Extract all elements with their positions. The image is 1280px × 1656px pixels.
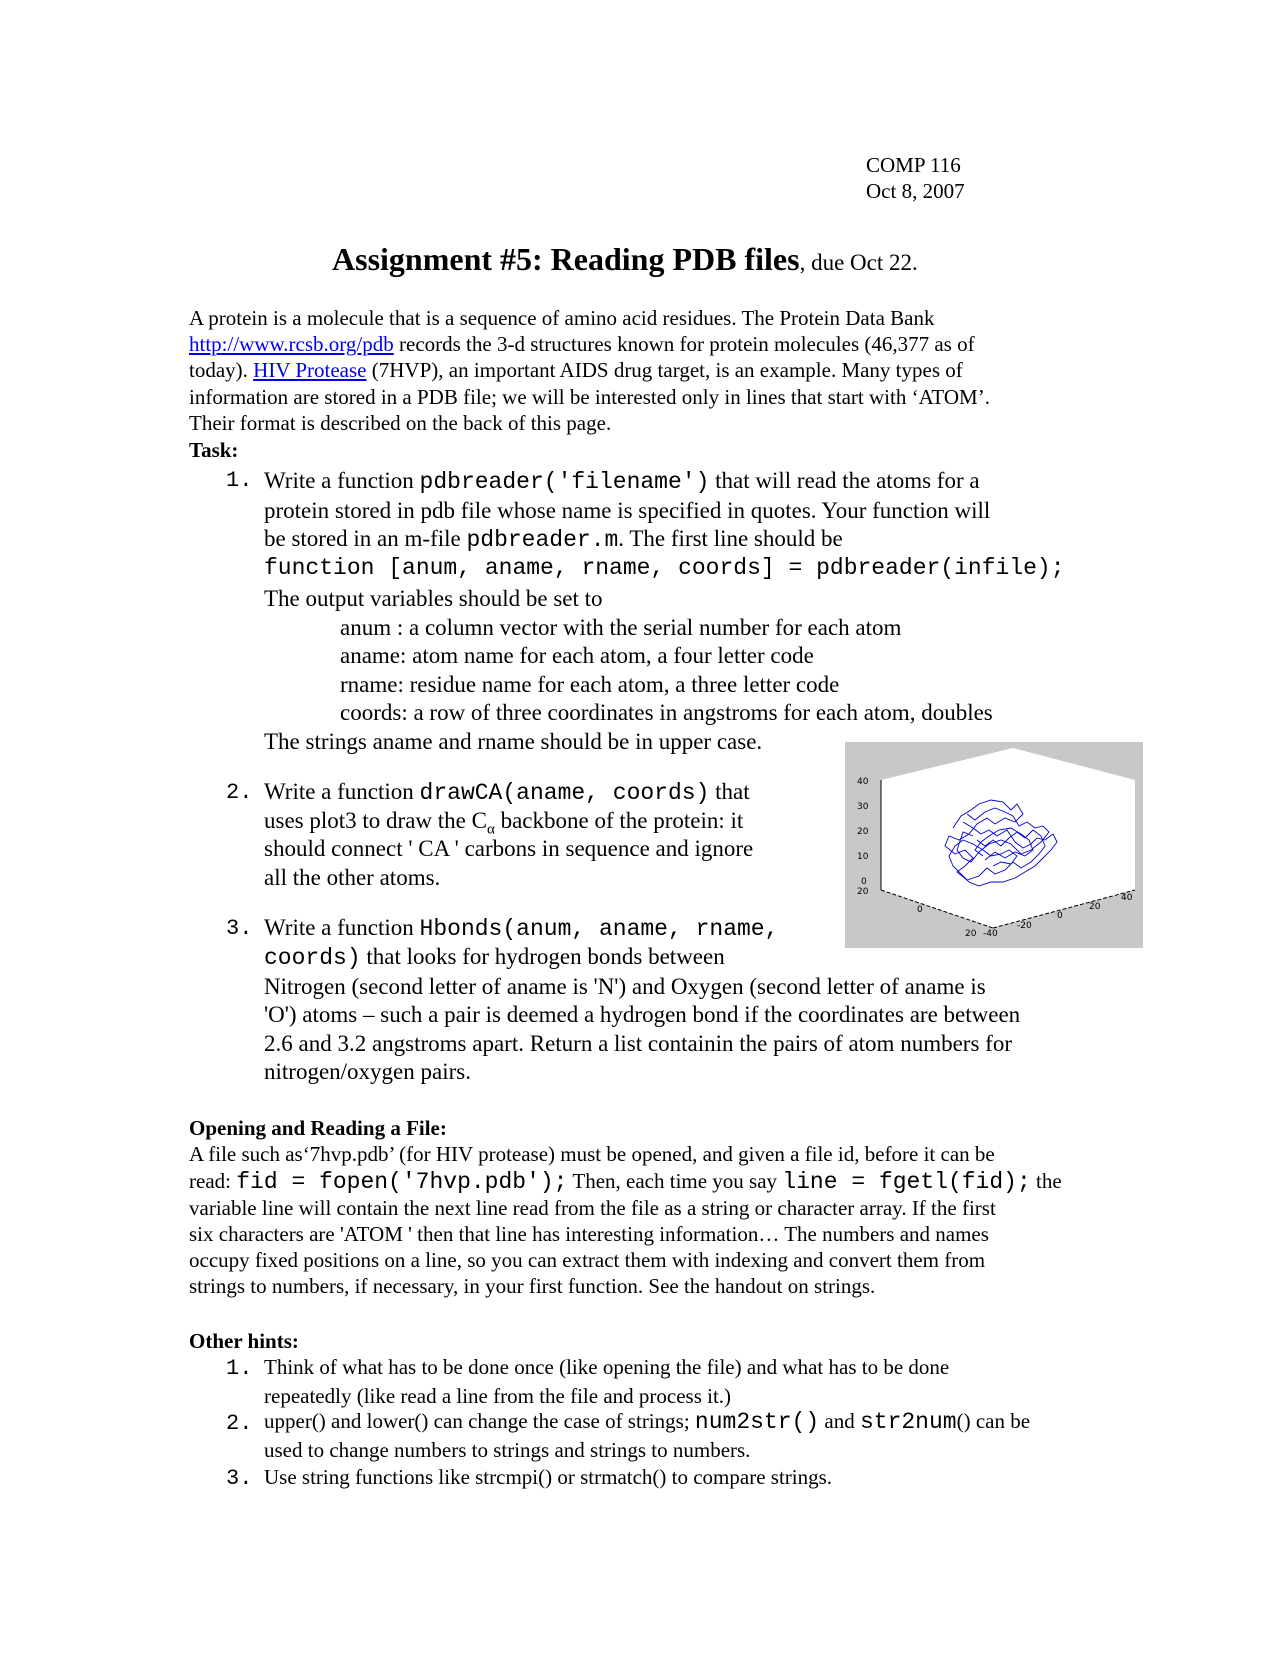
reading-line-2-a: read:: [189, 1169, 237, 1193]
intro-line-3-start: today).: [189, 358, 254, 382]
title-main: Assignment #5: Reading PDB files: [332, 241, 800, 277]
code-hbonds-coords: coords): [264, 945, 361, 971]
hint-3-line-1: Use string functions like strcmpi() or strmatch() to compare strings.: [264, 1465, 833, 1489]
output-anum: anum : a column vector with the serial number for each atom: [340, 615, 902, 640]
x-tick-20b: 20: [965, 929, 977, 939]
output-rname: rname: residue name for each atom, a three letter code: [340, 672, 840, 697]
task-heading: Task:: [189, 438, 239, 462]
task-1-line-1: [264, 466, 980, 497]
z-tick-30: 30: [857, 802, 869, 812]
code-num2str: num2str(): [694, 1409, 820, 1435]
plot-axes-box: [881, 748, 1135, 928]
code-hbonds-call: Hbonds(anum, aname, rname,: [419, 916, 779, 942]
task-3-line-2: [264, 942, 725, 973]
reading-heading: Opening and Reading a File:: [189, 1116, 447, 1140]
task-1-line-3: [264, 524, 843, 555]
reading-line-4: six characters are 'ATOM ' then that line has interesting information… The numbers and names: [189, 1222, 989, 1246]
pdb-link[interactable]: http://www.rcsb.org/pdb: [189, 332, 394, 356]
z-tick-20: 20: [857, 827, 869, 837]
intro-line-5: Their format is described on the back of this page.: [189, 411, 612, 435]
reading-line-3: variable line will contain the next line read from the file as a string or character array. If the first: [189, 1196, 996, 1220]
intro-line-2: [189, 331, 975, 357]
task-2-text-b: that: [709, 779, 750, 804]
reading-line-6: strings to numbers, if necessary, in your first function. See the handout on strings.: [189, 1274, 876, 1298]
y-tick-20: 20: [1089, 902, 1101, 912]
output-aname: aname: atom name for each atom, a four letter code: [340, 643, 814, 668]
reading-line-2-b: Then, each time you say: [567, 1169, 783, 1193]
hint-1-line-2: repeatedly (like read a line from the file and process it.): [264, 1384, 732, 1408]
hint-1-line-1: Think of what has to be done once (like opening the file) and what has to be done: [264, 1355, 950, 1379]
reading-line-2-c: the: [1030, 1169, 1062, 1193]
hint-2-text-c: () can be: [956, 1409, 1031, 1433]
reading-line-1: A file such as‘7hvp.pdb’ (for HIV protease) must be opened, and given a file id, before it can be: [189, 1142, 995, 1166]
task-1-text-b: that will read the atoms for a: [709, 468, 980, 493]
code-fopen: fid = fopen('7hvp.pdb');: [236, 1169, 568, 1195]
code-function-signature: function [anum, aname, rname, coords] = pdbreader(infile);: [264, 555, 1065, 581]
plot-svg: [845, 742, 1143, 948]
task-2-line-4: all the other atoms.: [264, 865, 441, 890]
hint-3-number: 3.: [226, 1466, 253, 1491]
x-tick-0: 0: [917, 905, 923, 915]
hint-2-number: 2.: [226, 1411, 253, 1436]
alpha-subscript: α: [486, 821, 495, 838]
hints-heading: Other hints:: [189, 1329, 299, 1353]
title-due: , due Oct 22.: [799, 250, 918, 275]
task-3-line-5: 2.6 and 3.2 angstroms apart. Return a list containin the pairs of atom numbers for: [264, 1031, 1012, 1056]
z-tick-0: 0: [861, 877, 867, 887]
task-1-line-2: protein stored in pdb file whose name is specified in quotes. Your function will: [264, 498, 991, 523]
intro-line-4: information are stored in a PDB file; we will be interested only in lines that start with ‘ATOM’.: [189, 385, 990, 409]
output-coords: coords: a row of three coordinates in angstroms for each atom, doubles: [340, 700, 993, 725]
y-tick-m40: -40: [983, 929, 998, 939]
y-tick-0: 0: [1057, 911, 1063, 921]
hint-2-line-2: used to change numbers to strings and strings to numbers.: [264, 1438, 751, 1462]
task-3-line-2-b: that looks for hydrogen bonds between: [360, 944, 725, 969]
hiv-protease-link[interactable]: HIV Protease: [253, 358, 367, 382]
x-tick-20a: 20: [857, 887, 869, 897]
task-3-text-a: Write a function: [264, 915, 420, 940]
reading-line-2: [189, 1168, 1062, 1195]
page-title: [332, 240, 918, 282]
hint-1-number: 1.: [226, 1356, 253, 1381]
code-pdbreader-file: pdbreader.m: [466, 527, 619, 553]
task-3-line-1: [264, 913, 778, 944]
task-3-number: 3.: [226, 916, 253, 941]
task-2-number: 2.: [226, 780, 253, 805]
hint-2-text-b: and: [819, 1409, 860, 1433]
intro-line-1: A protein is a molecule that is a sequence of amino acid residues. The Protein Data Bank: [189, 306, 935, 330]
task-1-line-10: The strings aname and rname should be in upper case.: [264, 729, 763, 754]
date: Oct 8, 2007: [866, 179, 965, 203]
task-2-line-1: [264, 777, 750, 808]
intro-line-2-text: records the 3-d structures known for protein molecules (46,377 as of: [393, 332, 975, 356]
code-fgetl: line = fgetl(fid);: [782, 1169, 1031, 1195]
z-tick-10: 10: [857, 852, 869, 862]
task-1-number: 1.: [226, 468, 253, 493]
task-2-text-a: Write a function: [264, 779, 420, 804]
task-1-line-3-a: be stored in an m-file: [264, 526, 467, 551]
task-2-line-2-b: backbone of the protein: it: [494, 808, 744, 833]
hint-2-text-a: upper() and lower() can change the case of strings;: [264, 1409, 695, 1433]
course-code: COMP 116: [866, 153, 961, 177]
code-drawca: drawCA(aname, coords): [419, 780, 710, 806]
task-2-line-2-a: uses plot3 to draw the C: [264, 808, 487, 833]
task-3-line-4: 'O') atoms – such a pair is deemed a hydrogen bond if the coordinates are between: [264, 1002, 1021, 1027]
y-tick-m20: -20: [1017, 921, 1032, 931]
code-str2num: str2num: [859, 1409, 957, 1435]
backbone-plot: [845, 742, 1143, 948]
y-tick-40: 40: [1121, 893, 1133, 903]
task-3-line-6: nitrogen/oxygen pairs.: [264, 1059, 471, 1084]
code-pdbreader-call: pdbreader('filename'): [419, 469, 710, 495]
intro-line-3: [189, 357, 963, 383]
reading-line-5: occupy fixed positions on a line, so you can extract them with indexing and convert them from: [189, 1248, 986, 1272]
task-3-line-3: Nitrogen (second letter of aname is 'N') and Oxygen (second letter of aname is: [264, 974, 986, 999]
task-2-line-3: should connect ' CA ' carbons in sequence and ignore: [264, 836, 754, 861]
hint-2-line-1: [264, 1408, 1030, 1435]
z-tick-40: 40: [857, 777, 869, 787]
task-1-line-3-b: . The first line should be: [618, 526, 843, 551]
task-1-line-5: The output variables should be set to: [264, 586, 603, 611]
task-1-text-a: Write a function: [264, 468, 420, 493]
intro-line-3-text: (7HVP), an important AIDS drug target, is an example. Many types of: [366, 358, 963, 382]
